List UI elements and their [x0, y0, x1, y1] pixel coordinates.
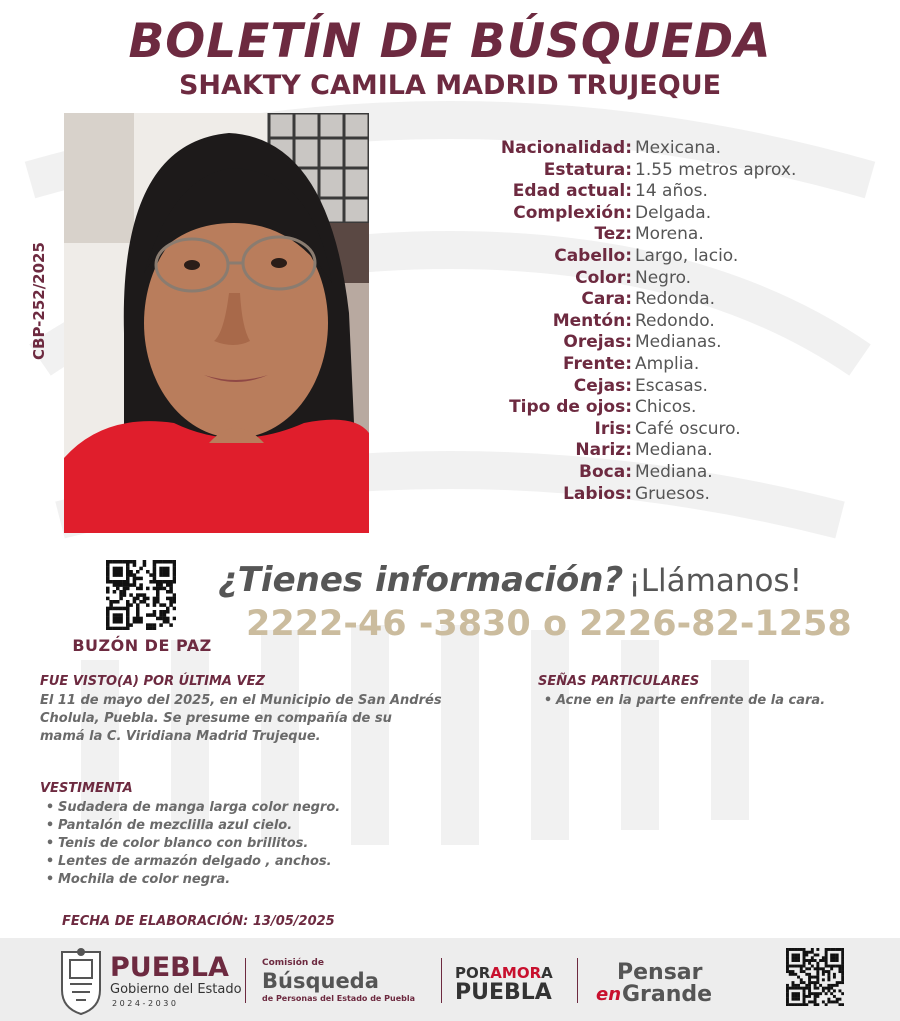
fact-label: Edad actual:	[512, 181, 632, 202]
list-item: • Sudadera de manga larga color negro.	[42, 799, 340, 817]
por-text: POR	[455, 964, 491, 982]
fact-value: Mediana.	[635, 440, 713, 461]
fact-value: Escasas.	[635, 375, 708, 396]
fact-label: Tipo de ojos:	[509, 397, 632, 418]
fact-label: Cara:	[581, 289, 632, 310]
fact-row	[380, 440, 880, 462]
fact-value: Mediana.	[635, 461, 713, 482]
fact-value: Café oscuro.	[635, 418, 741, 439]
divider	[245, 958, 246, 1003]
fact-label: Nariz:	[575, 440, 632, 461]
fact-label: Cejas:	[573, 375, 632, 396]
fact-value: Redonda.	[635, 289, 716, 310]
fact-value: Morena.	[635, 224, 704, 245]
missing-person-photo	[64, 113, 369, 533]
fact-row	[380, 419, 880, 441]
fact-row	[380, 160, 880, 182]
fact-label: Iris:	[594, 418, 632, 439]
fact-value: Gruesos.	[635, 483, 710, 504]
fact-value: 1.55 metros aprox.	[635, 159, 797, 180]
divider	[577, 958, 578, 1003]
fact-value: Redondo.	[635, 310, 715, 331]
en-text: en	[596, 984, 622, 1005]
question-text: ¿Tienes información?	[218, 560, 624, 600]
divider	[441, 958, 442, 1003]
call-text: ¡Llámanos!	[628, 563, 803, 599]
fact-label: Tez:	[594, 224, 632, 245]
fact-row	[380, 224, 880, 246]
fact-row	[380, 268, 880, 290]
list-item: • Lentes de armazón delgado , anchos.	[42, 853, 340, 871]
fact-value: Negro.	[635, 267, 692, 288]
fact-row	[380, 181, 880, 203]
fact-label: Mentón:	[552, 310, 632, 331]
fact-value: Chicos.	[635, 397, 697, 418]
puebla-secondary-text: PUEBLA	[455, 980, 552, 1005]
amor-text: AMOR	[490, 964, 542, 982]
marks-heading: SEÑAS PARTICULARES	[538, 674, 700, 689]
phone-numbers[interactable]: 2222-46 -3830 o 2226-82-1258	[246, 604, 852, 644]
list-item: • Mochila de color negra.	[42, 871, 340, 889]
fact-label: Cabello:	[554, 245, 632, 266]
fact-label: Color:	[575, 267, 632, 288]
fact-label: Complexión:	[513, 202, 632, 223]
fact-row	[380, 484, 880, 506]
fact-row	[380, 203, 880, 225]
elaboration-date: FECHA DE ELABORACIÓN: 13/05/2025	[62, 914, 335, 929]
fact-row	[380, 462, 880, 484]
list-item: • Acne en la parte enfrente de la cara.	[540, 692, 825, 710]
last-seen-text	[40, 692, 442, 746]
puebla-logo-text: PUEBLA	[110, 952, 229, 983]
contact-question	[218, 560, 802, 600]
a-text: A	[541, 964, 553, 982]
busqueda-text: Búsqueda	[262, 969, 379, 993]
fact-label: Frente:	[563, 353, 632, 374]
footer-logos	[0, 938, 900, 1021]
missing-person-name: SHAKTY CAMILA MADRID TRUJEQUE	[178, 70, 722, 101]
case-code: CBP-252/2025	[30, 242, 48, 360]
fact-row	[380, 289, 880, 311]
fact-row	[380, 397, 880, 419]
footer-qr-code[interactable]	[786, 948, 844, 1006]
comision-text: Comisión de	[262, 958, 324, 968]
clothing-heading: VESTIMENTA	[40, 781, 133, 796]
pensar-text: Pensar	[617, 960, 703, 985]
buzon-qr-code[interactable]	[106, 560, 176, 630]
fact-value: Amplia.	[635, 353, 700, 374]
clothing-list	[42, 799, 340, 889]
gobierno-text: Gobierno del Estado	[110, 982, 242, 997]
fact-row	[380, 311, 880, 333]
fact-row	[380, 138, 880, 160]
fact-label: Boca:	[579, 461, 632, 482]
fact-row	[380, 376, 880, 398]
fact-value: Mexicana.	[635, 138, 721, 158]
fact-value: Medianas.	[635, 332, 722, 353]
fact-row	[380, 354, 880, 376]
fact-value: 14 años.	[635, 181, 708, 202]
fact-label: Labios:	[563, 483, 632, 504]
fact-label: Nacionalidad:	[500, 138, 632, 158]
fact-value: Delgada.	[635, 202, 712, 223]
marks-list	[540, 692, 825, 710]
last-seen-line: Cholula, Puebla. Se presume en compañía de su	[40, 711, 392, 726]
last-seen-line: El 11 de mayo del 2025, en el Municipio de San Andrés	[40, 693, 442, 708]
bulletin-title: BOLETÍN DE BÚSQUEDA	[128, 14, 772, 69]
fact-row	[380, 246, 880, 268]
list-item: • Pantalón de mezclilla azul cielo.	[42, 817, 340, 835]
years-text: 2 0 2 4 - 2 0 3 0	[112, 999, 176, 1008]
buzon-de-paz-label: BUZÓN DE PAZ	[72, 636, 212, 655]
fact-value: Largo, lacio.	[635, 245, 739, 266]
fact-row	[380, 332, 880, 354]
personas-text: de Personas del Estado de Puebla	[262, 994, 415, 1003]
physical-description	[380, 138, 880, 505]
last-seen-line: mamá la C. Viridiana Madrid Trujeque.	[40, 729, 321, 744]
fact-label: Estatura:	[543, 159, 632, 180]
list-item: • Tenis de color blanco con brillitos.	[42, 835, 340, 853]
coat-of-arms-icon	[58, 946, 104, 1016]
last-seen-heading: FUE VISTO(A) POR ÚLTIMA VEZ	[40, 674, 265, 689]
grande-text: Grande	[622, 982, 713, 1007]
fact-label: Orejas:	[563, 332, 632, 353]
